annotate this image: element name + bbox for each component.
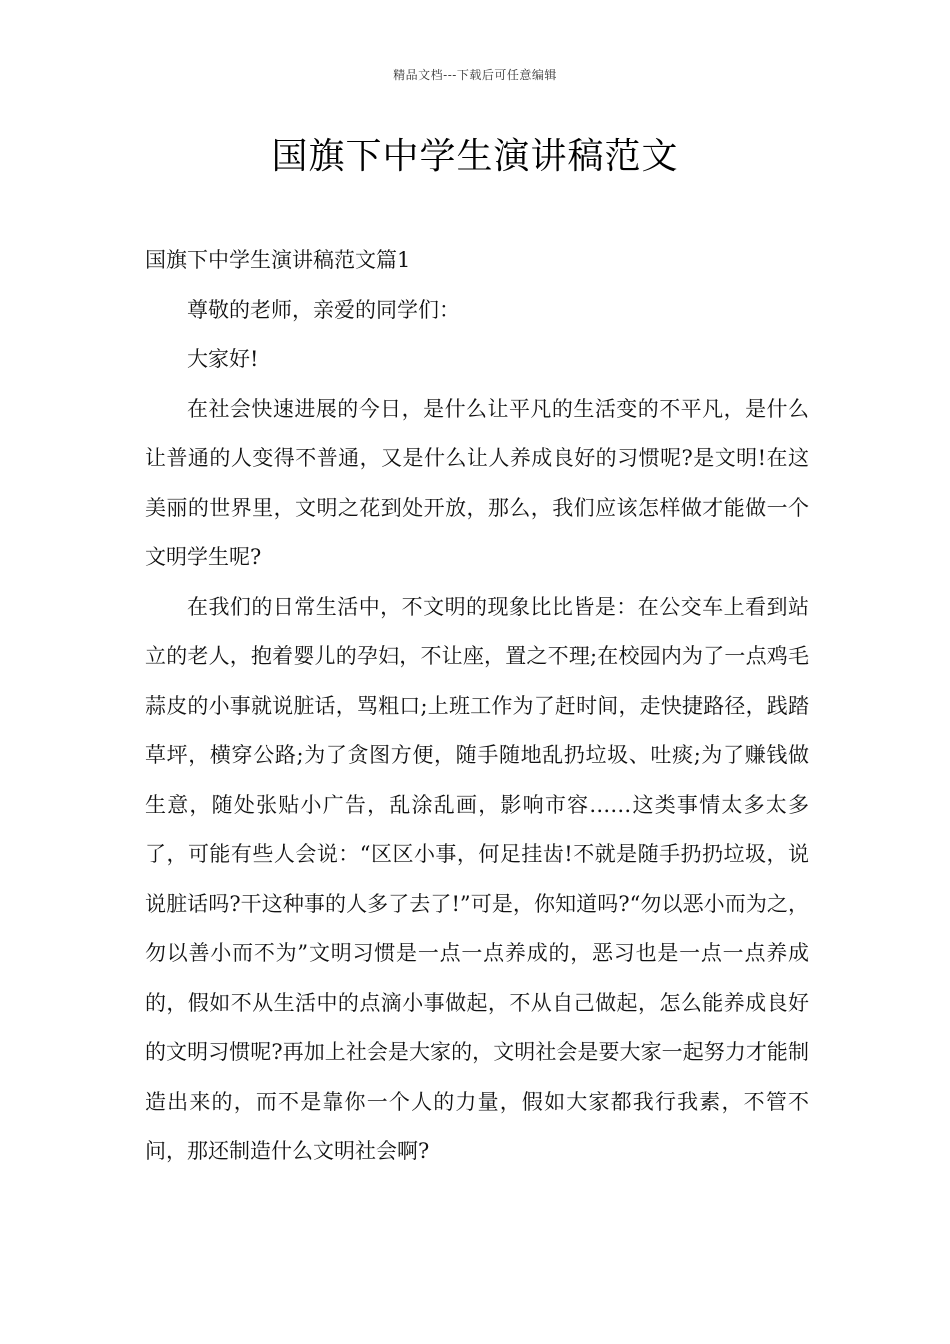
greeting: 大家好! xyxy=(187,347,259,371)
salutation: 尊敬的老师，亲爱的同学们： xyxy=(187,297,460,322)
document-title: 国旗下中学生演讲稿范文 xyxy=(271,136,679,177)
paragraph-2: 在我们的日常生活中，不文明的现象比比皆是：在公交车上看到站立的老人，抱着婴儿的孕妇，不让座，置之不理;在校园内为了一点鸡毛蒜皮的小事就说脏话，骂粗口;上班工作为了赶时间，走快捷路径，践踏草坪，横穿公路;为了贪图方便，随手随地乱扔垃圾、吐痰;为了赚钱做生意，随处张贴小广告，乱涂乱画，影响市容……这类事情太多太多了，可能有些人会说：“区区小事，何足挂齿!不就是随手扔扔垃圾，说说脏话吗?干这种事的人多了去了!”可是，你知道吗?“勿以恶小而为之，勿以善小而不为”文明习惯是一点一点养成的，恶习也是一点一点养成的，假如不从生活中的点滴小事做起，不从自己做起，怎么能养成良好的文明习惯呢?再加上社会是大家的，文明社会是要大家一起努力才能制造出来的，而不是靠你一个人的力量，假如大家都我行我素，不管不问，那还制造什么文明社会啊? xyxy=(145,594,809,1163)
header-note: 精品文档---下载后可任意编辑 xyxy=(393,68,557,82)
section-heading: 国旗下中学生演讲稿范文篇1 xyxy=(145,248,411,272)
document-body xyxy=(145,236,809,1177)
paragraph-1: 在社会快速进展的今日，是什么让平凡的生活变的不平凡，是什么让普通的人变得不普通，又是什么让人养成良好的习惯呢?是文明!在这美丽的世界里，文明之花到处开放，那么，我们应该怎样做才能做一个文明学生呢? xyxy=(145,396,809,569)
